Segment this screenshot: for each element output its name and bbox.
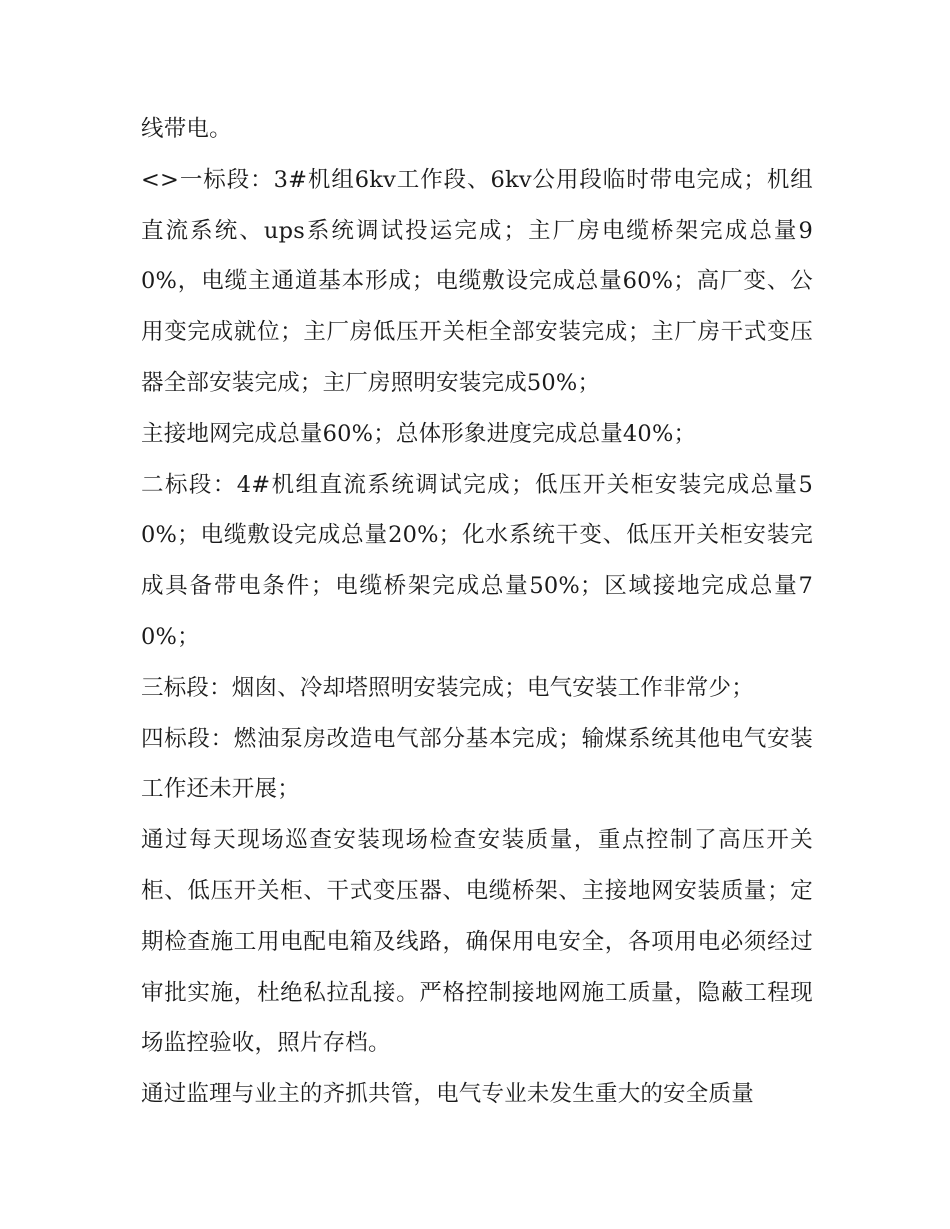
paragraph-6-section-four: 四标段：燃油泵房改造电气部分基本完成；输煤系统其他电气安装工作还未开展；: [141, 725, 813, 803]
paragraph-7-quality-control: 通过每天现场巡查安装现场检查安装质量，重点控制了高压开关柜、低压开关柜、干式变压器、电缆桥架、主接地网安装质量；定期检查施工用电配电箱及线路，确保用电安全，各项用电必须经过审批实施，杜绝私拉乱接。严格控制接地网施工质量，隐蔽工程现场监控验收，照片存档。: [141, 827, 813, 1057]
paragraph-3-grounding-progress: 主接地网完成总量60%；总体形象进度完成总量40%；: [141, 420, 697, 447]
paragraph-8-supervision: 通过监理与业主的齐抓共管，电气专业未发生重大的安全质量: [141, 1081, 754, 1108]
paragraph-1: 线带电。: [141, 116, 232, 142]
document-body: [141, 104, 813, 1120]
paragraph-2-section-one: <>一标段：3#机组6kv工作段、6kv公用段临时带电完成；机组直流系统、ups系统调试投运完成；主厂房电缆桥架完成总量90%，电缆主通道基本形成；电缆敷设完成总量60%；高厂变、公用变完成就位；主厂房低压开关柜全部安装完成；主厂房干式变压器全部安装完成；主厂房照明安装完成50%；: [141, 166, 813, 396]
paragraph-4-section-two: 二标段：4#机组直流系统调试完成；低压开关柜安装完成总量50%；电缆敷设完成总量20%；化水系统干变、低压开关柜安装完成具备带电条件；电缆桥架完成总量50%；区域接地完成总量70%；: [141, 471, 813, 650]
paragraph-5-section-three: 三标段：烟囱、冷却塔照明安装完成；电气安装工作非常少；: [141, 674, 754, 701]
